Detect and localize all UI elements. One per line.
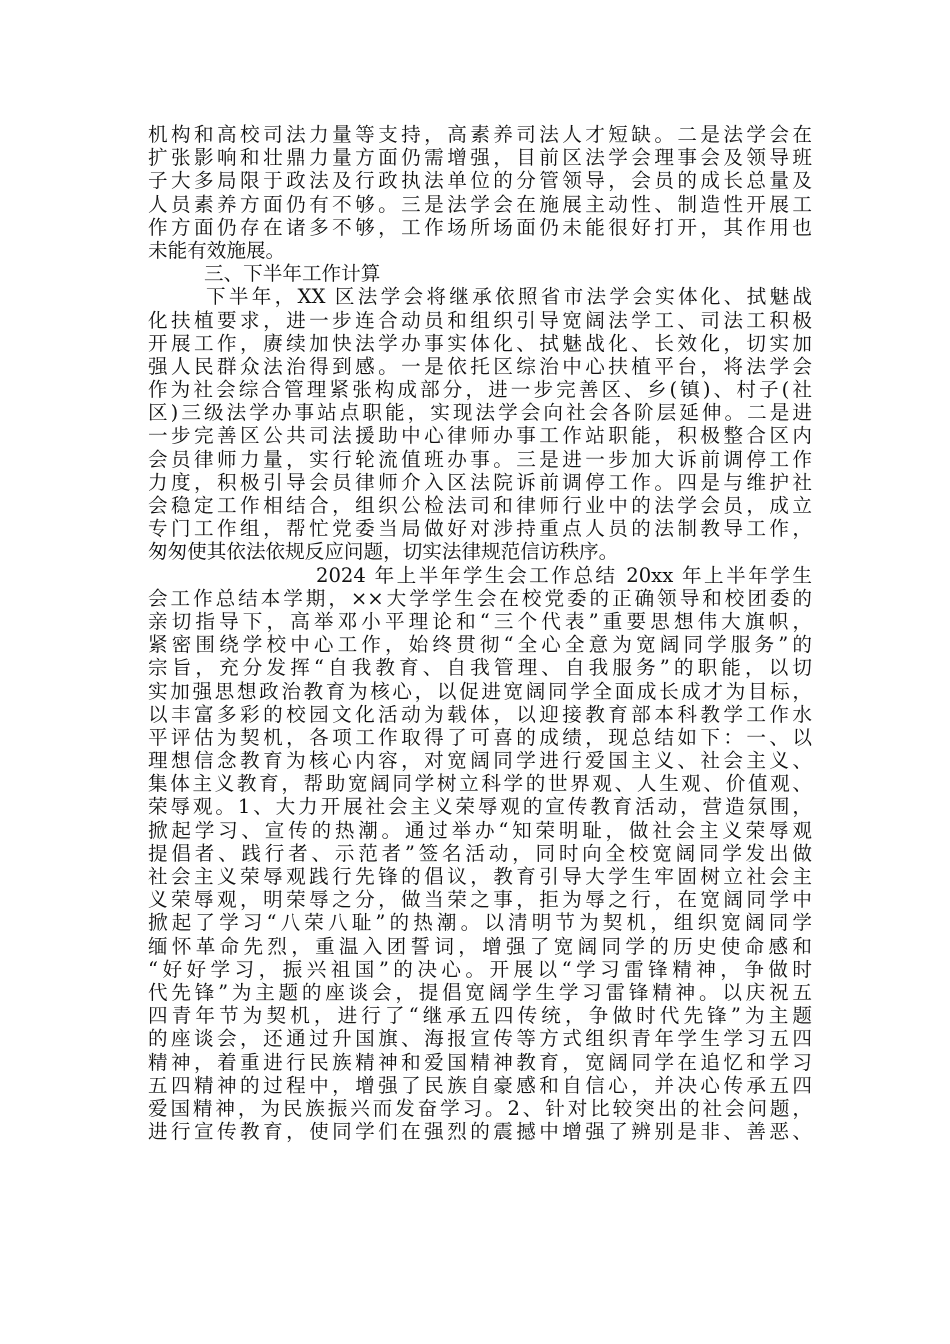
text-line: 作为社会综合管理紧张构成部分，进一步完善区、乡(镇)、村子(社	[148, 378, 812, 402]
text-line: 五四精神的过程中，增强了民族自豪感和自信心，并决心传承五四	[148, 1073, 812, 1097]
text-line: 开展工作，赓续加快法学办事实体化、拭魅战化、长效化，切实加	[148, 331, 812, 355]
text-line: 义荣辱观，明荣辱之分，做当荣之事，拒为辱之行，在宽阔同学中	[148, 888, 812, 912]
text-line: 社会主义荣辱观践行先锋的倡议，教育引导大学生牢固树立社会主	[148, 865, 812, 888]
text-line: 未能有效施展。	[148, 238, 286, 262]
text-line: 区)三级法学办事站点职能，实现法学会向社会各阶层延伸。二是进	[148, 401, 812, 425]
text-line: 一步完善区公共司法援助中心律师办事工作站职能，积极整合区内	[148, 424, 812, 448]
text-line: 以丰富多彩的校园文化活动为载体，以迎接教育部本科教学工作水	[148, 702, 812, 726]
text-line: 代先锋”为主题的座谈会，提倡宽阔学生学习雷锋精神。以庆祝五	[148, 980, 812, 1004]
text-line: 人员素养方面仍有不够。三是法学会在施展主动性、制造性开展工	[148, 192, 812, 216]
text-line: 荣辱观。1、大力开展社会主义荣辱观的宣传教育活动，营造氛围，	[148, 795, 812, 819]
text-line: 平评估为契机，各项工作取得了可喜的成绩，现总结如下：一、以	[148, 725, 812, 749]
text-line: 专门工作组，帮忙党委当局做好对涉持重点人员的法制教导工作，	[148, 517, 812, 541]
text-line: “好好学习，振兴祖国”的决心。开展以“学习雷锋精神，争做时	[148, 957, 812, 981]
paragraph-problems	[148, 123, 812, 262]
text-line: 匆匆使其依法依规反应问题，切实法律规范信访秩序。	[148, 540, 619, 564]
text-line: 子大多局限于政法及行政执法单位的分管领导，会员的成长总量及	[148, 169, 812, 193]
document-page	[148, 123, 812, 1143]
heading-text: 三、下半年工作计算	[204, 262, 381, 286]
text-line: 提倡者、践行者、示范者”签名活动，同时向全校宽阔同学发出做	[148, 841, 812, 865]
text-line: 会稳定工作相结合，组织公检法司和律师行业中的法学会员，成立	[148, 494, 812, 517]
text-line: 下半年，XX 区法学会将继承依照省市法学会实体化、拭魅战	[206, 285, 812, 309]
paragraph-plan	[148, 285, 812, 563]
text-line: 的座谈会，还通过升国旗、海报宣传等方式组织青年学生学习五四	[148, 1027, 812, 1051]
text-line: 精神，着重进行民族精神和爱国精神教育，宽阔同学在追忆和学习	[148, 1050, 812, 1074]
text-line: 缅怀革命先烈，重温入团誓词，增强了宽阔同学的历史使命感和	[148, 934, 812, 958]
text-line: 紧密围绕学校中心工作，始终贯彻“全心全意为宽阔同学服务”的	[148, 633, 812, 657]
text-line: 亲切指导下，高举邓小平理论和“三个代表”重要思想伟大旗帜，	[148, 609, 812, 633]
text-line: 四青年节为契机，进行了“继承五四传统，争做时代先锋”为主题	[148, 1004, 812, 1028]
text-line: 宗旨，充分发挥“自我教育、自我管理、自我服务”的职能，以切	[148, 656, 812, 680]
text-line: 会员律师力量，实行轮流值班办事。三是进一步加大诉前调停工作	[148, 447, 812, 471]
text-line: 理想信念教育为核心内容，对宽阔同学进行爱国主义、社会主义、	[148, 749, 812, 773]
paragraph-student-union	[148, 564, 812, 1144]
text-line: 强人民群众法治得到感。一是依托区综治中心扶植平台，将法学会	[148, 354, 812, 378]
text-line: 作方面仍存在诸多不够，工作场所场面仍未能很好打开，其作用也	[148, 215, 812, 239]
text-line: 集体主义教育，帮助宽阔同学树立科学的世界观、人生观、价值观、	[148, 772, 812, 796]
text-line: 进行宣传教育，使同学们在强烈的震撼中增强了辨别是非、善恶、	[148, 1120, 812, 1144]
text-line: 实加强思想政治教育为核心，以促进宽阔同学全面成长成才为目标，	[148, 679, 812, 703]
text-line: 会工作总结本学期，××大学学生会在校党委的正确领导和校团委的	[148, 586, 812, 610]
section-heading	[148, 262, 812, 285]
text-line: 化扶植要求，进一步连合动员和组织引导宽阔法学工、司法工积极	[148, 308, 812, 332]
text-line: 机构和高校司法力量等支持，高素养司法人才短缺。二是法学会在	[148, 123, 812, 146]
text-line: 力度，积极引导会员律师介入区法院诉前调停工作。四是与维护社	[148, 470, 812, 494]
text-line: 爱国精神，为民族振兴而发奋学习。2、针对比较突出的社会问题，	[148, 1096, 812, 1120]
text-line: 2024 年上半年学生会工作总结 20xx 年上半年学生	[316, 563, 812, 587]
text-line: 扩张影响和壮鼎力量方面仍需增强，目前区法学会理事会及领导班	[148, 146, 812, 170]
text-line: 掀起学习、宣传的热潮。通过举办“知荣明耻，做社会主义荣辱观	[148, 818, 812, 842]
text-line: 掀起了学习“八荣八耻”的热潮。以清明节为契机，组织宽阔同学	[148, 911, 812, 935]
